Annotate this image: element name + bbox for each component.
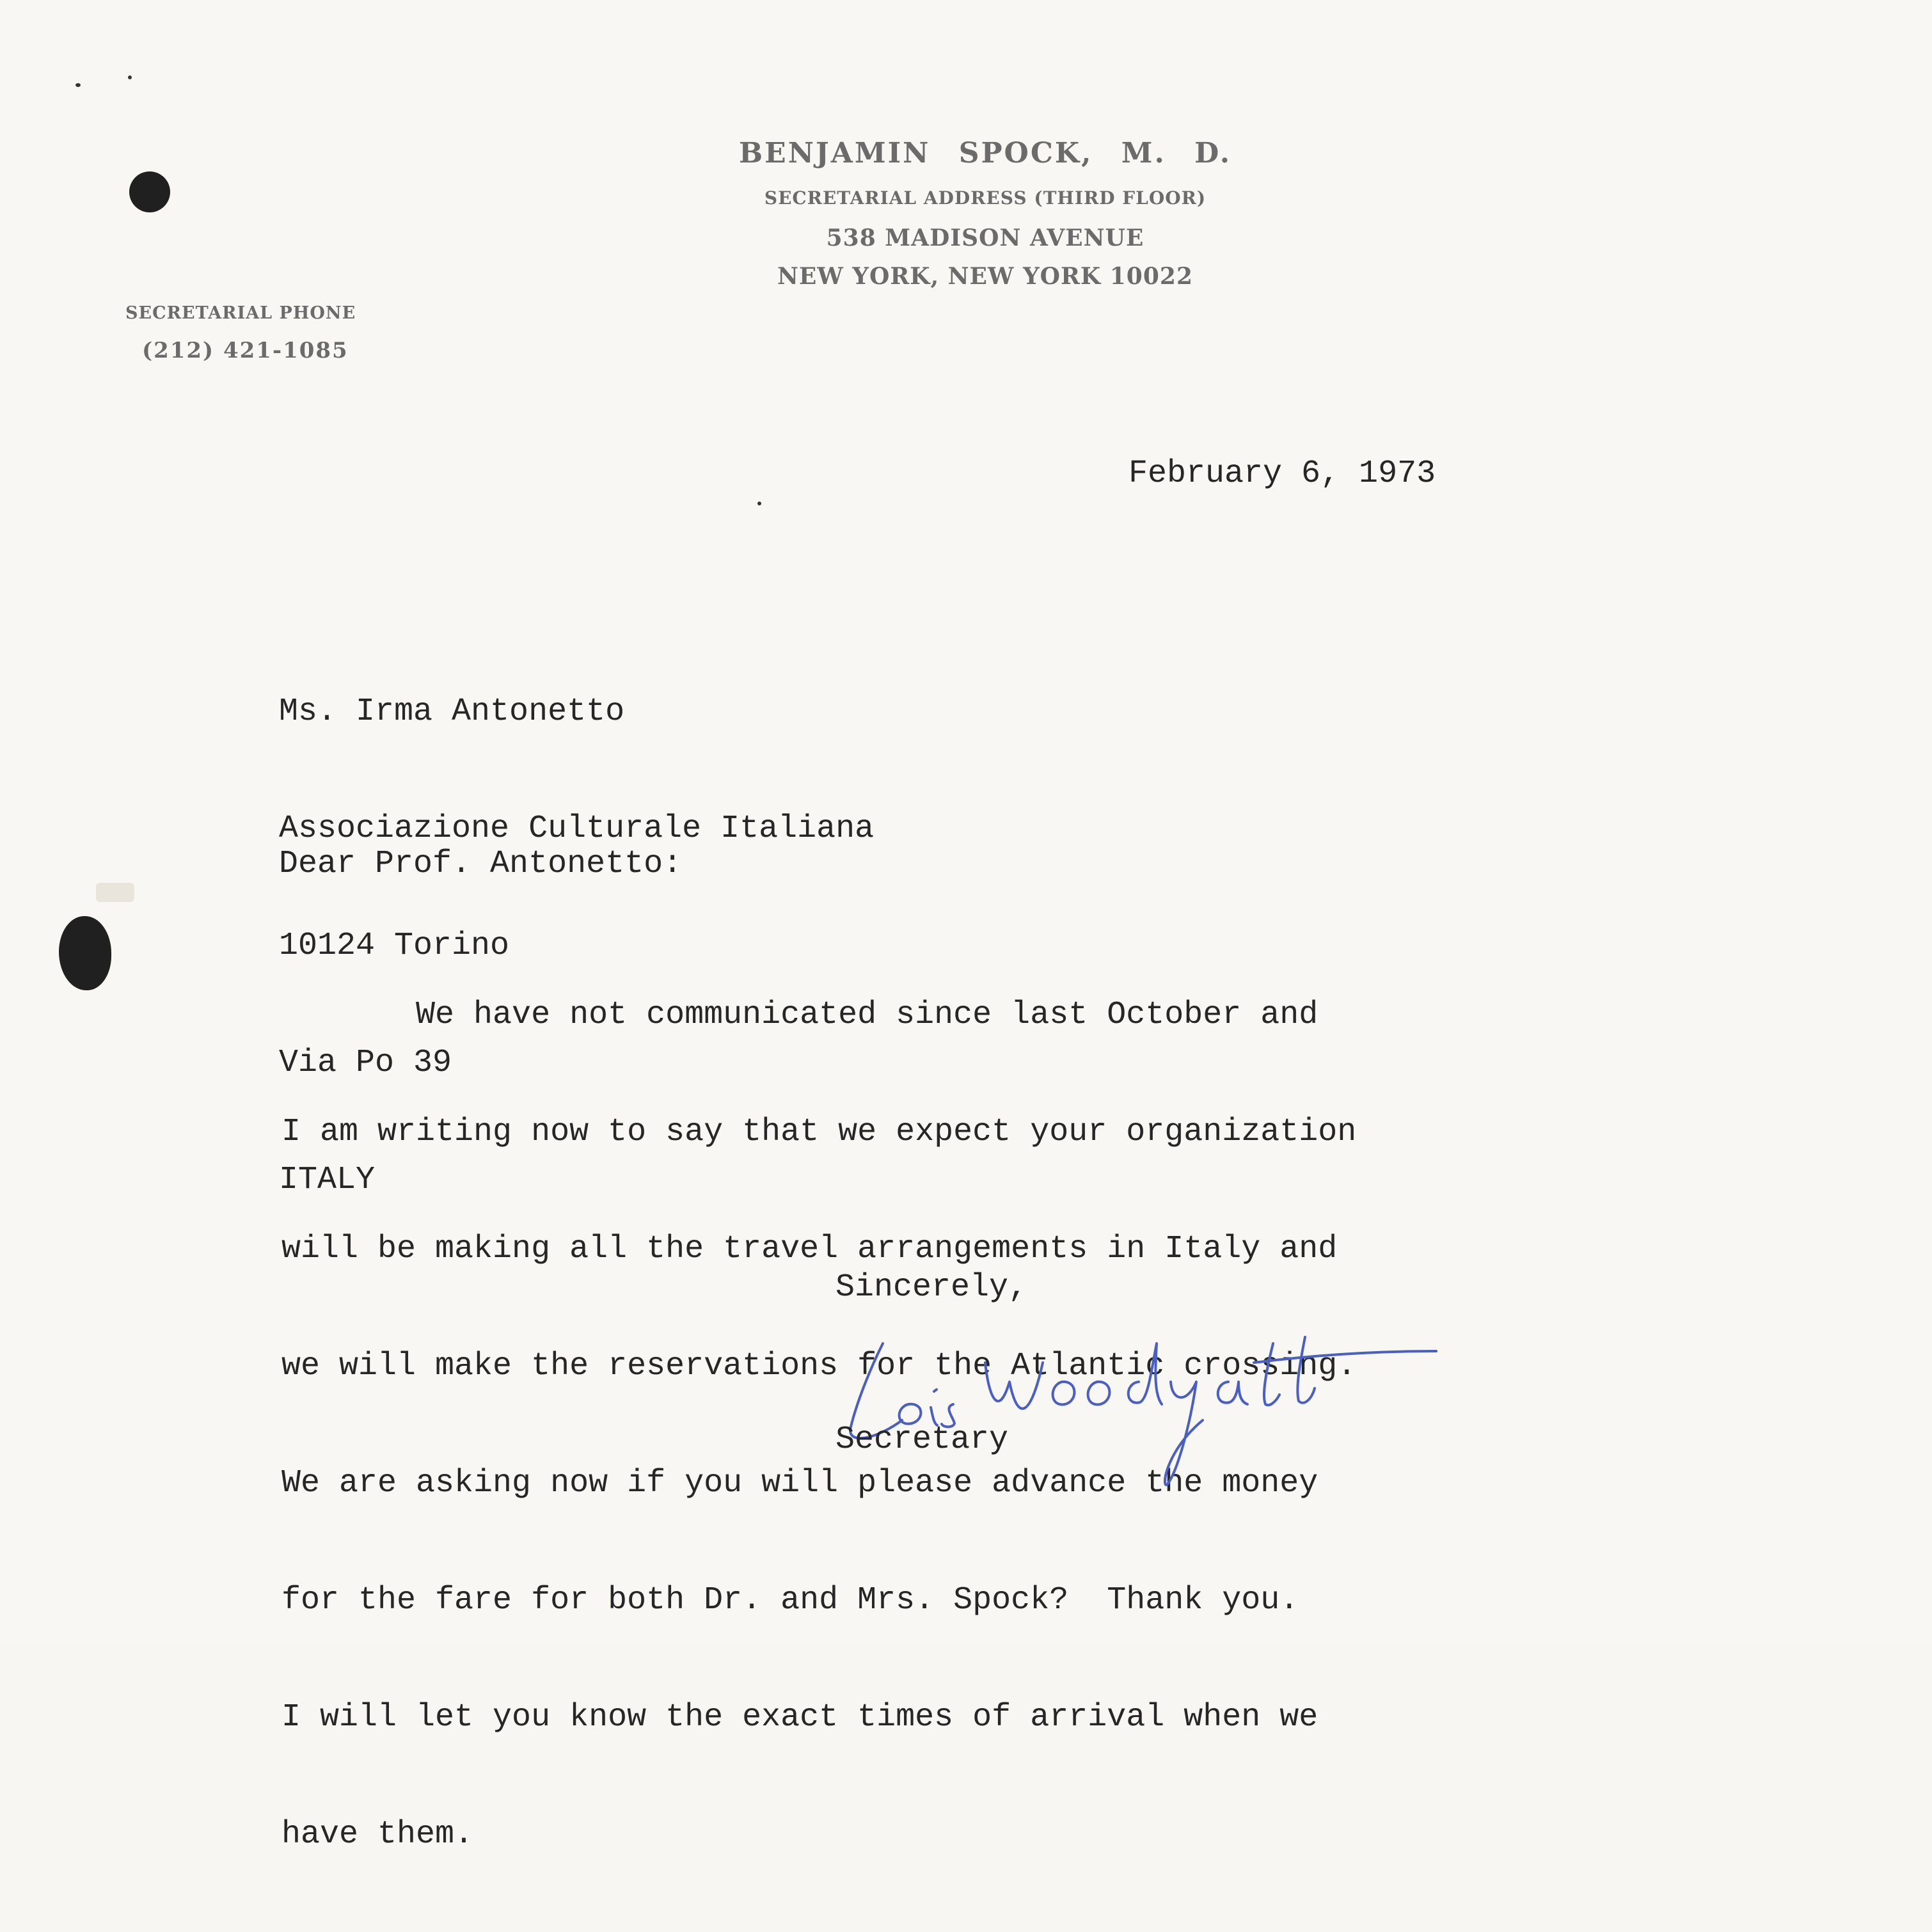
- body-line: I am writing now to say that we expect your organization: [281, 1114, 1357, 1150]
- letterhead-city: NEW YORK, NEW YORK 10022: [777, 263, 1193, 290]
- signature-stroke: [934, 1390, 937, 1391]
- signature-stroke: [985, 1363, 1043, 1409]
- body-line: I will let you know the exact times of arrival when we: [281, 1699, 1318, 1736]
- signature-stroke: [1165, 1382, 1203, 1485]
- signature-stroke: [899, 1404, 921, 1424]
- signature-stroke: [1128, 1343, 1162, 1404]
- signer-title: Secretary: [835, 1421, 1009, 1458]
- address-line: Associazione Culturale Italiana: [279, 811, 875, 847]
- letterhead-name: BENJAMIN SPOCK, M. D.: [738, 137, 1232, 170]
- phone-label: SECRETARIAL PHONE: [125, 303, 356, 323]
- secretarial-phone: [125, 301, 356, 365]
- body-line: have them.: [281, 1816, 474, 1853]
- closing: Sincerely,: [835, 1269, 1028, 1306]
- signature-stroke: [1053, 1382, 1075, 1405]
- signature-stroke: [1264, 1343, 1279, 1405]
- address-line: ITALY: [279, 1162, 376, 1198]
- paper-speck: [757, 502, 761, 505]
- punch-hole-top: [129, 171, 170, 212]
- signature-stroke: [1297, 1337, 1315, 1403]
- body-line: we will make the reservations for the Atlantic crossing.: [281, 1348, 1357, 1384]
- body-line: for the fare for both Dr. and Mrs. Spock? Thank you.: [281, 1582, 1299, 1619]
- handwritten-signature: [806, 1292, 1446, 1503]
- letterhead-street: 538 MADISON AVENUE: [826, 225, 1144, 251]
- signature-stroke: [1254, 1351, 1436, 1363]
- body-line: We have not communicated since last October and: [281, 997, 1318, 1033]
- phone-number: (212) 421-1085: [142, 338, 349, 363]
- paper-speck: [75, 83, 81, 87]
- body-line: will be making all the travel arrangements in Italy and: [281, 1231, 1338, 1267]
- signature-stroke: [1218, 1382, 1247, 1404]
- letterhead-subtitle: SECRETARIAL ADDRESS (THIRD FLOOR): [764, 187, 1207, 209]
- paper-speck: [128, 75, 132, 79]
- letterhead: [653, 134, 1318, 292]
- address-line: Ms. Irma Antonetto: [279, 693, 625, 730]
- punch-hole-middle: [59, 916, 111, 990]
- signature-stroke: [1088, 1382, 1110, 1405]
- paper-tear: [96, 883, 134, 902]
- salutation: Dear Prof. Antonetto:: [279, 846, 683, 882]
- address-line: 10124 Torino: [279, 928, 510, 964]
- address-line: Via Po 39: [279, 1045, 452, 1081]
- body-line: We are asking now if you will please advance the money: [281, 1465, 1318, 1501]
- letter-date: February 6, 1973: [1128, 455, 1436, 492]
